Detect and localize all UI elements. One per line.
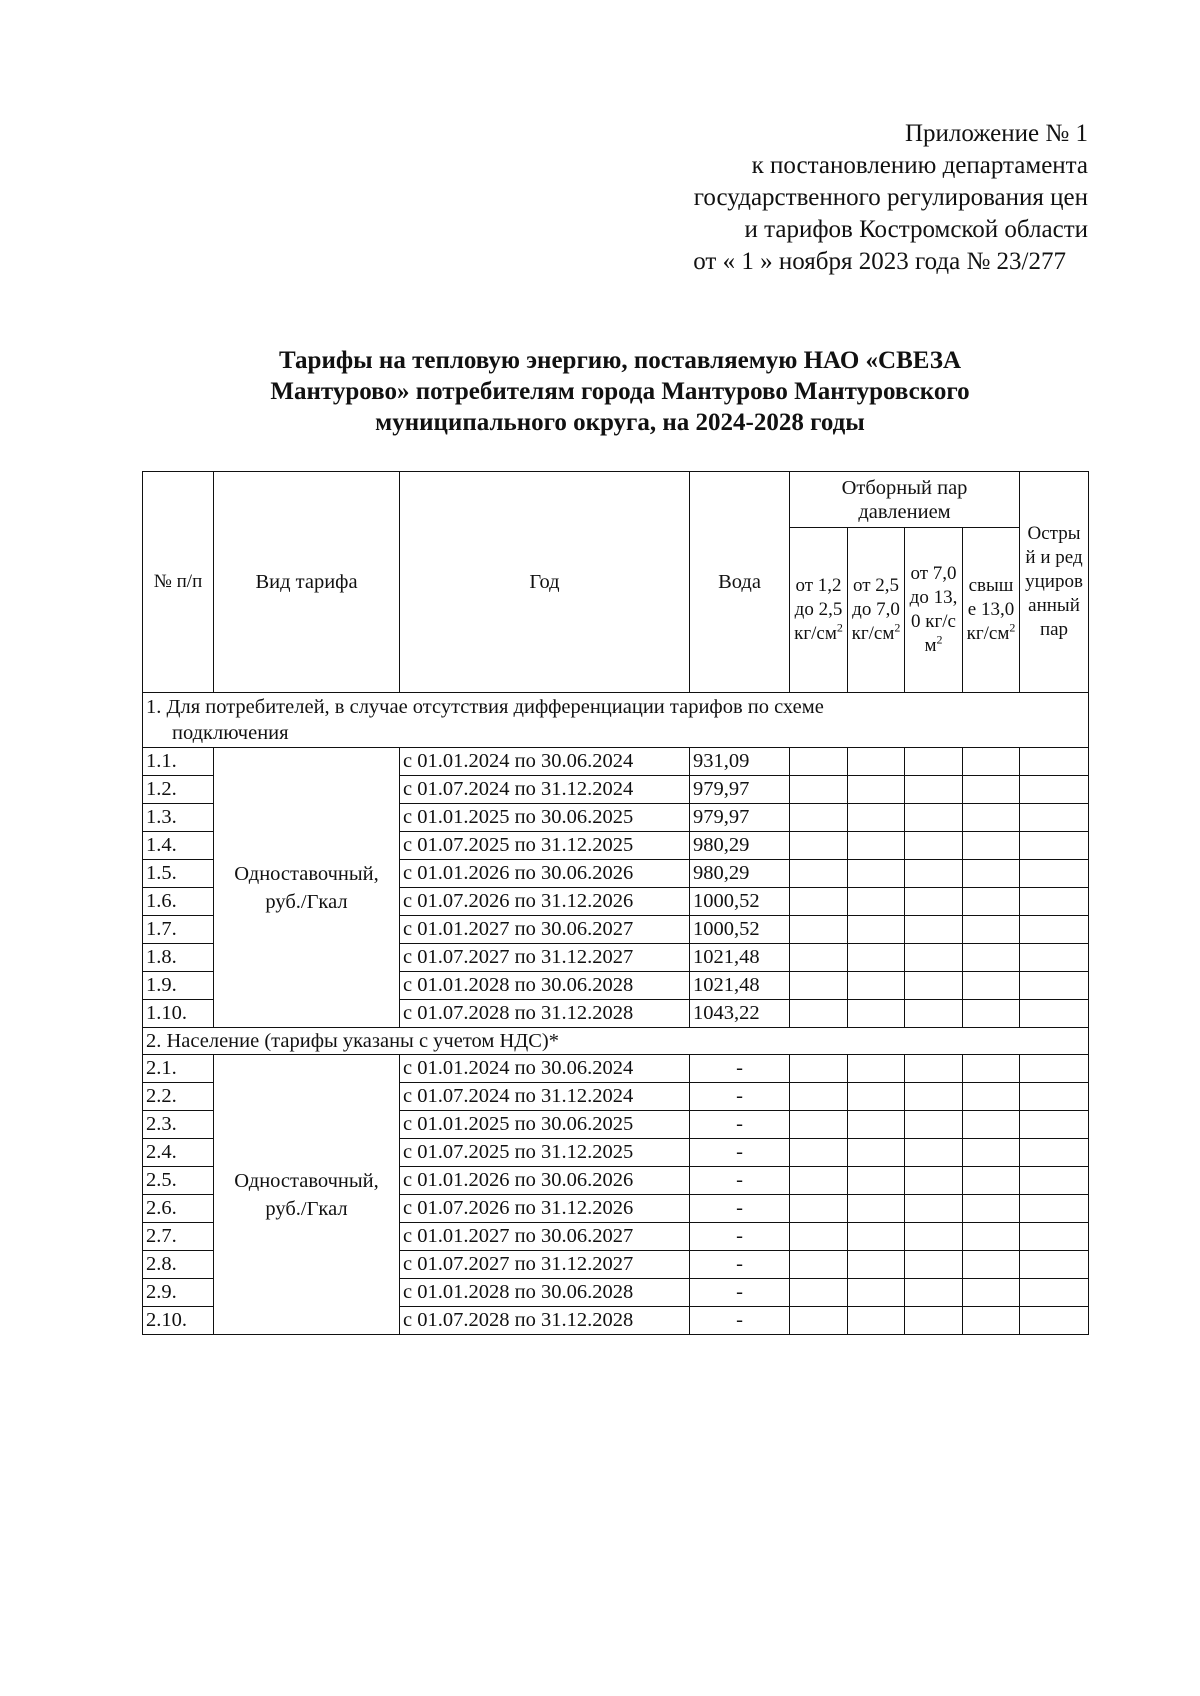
- empty-cell: [1020, 1083, 1089, 1111]
- empty-cell: [905, 1167, 963, 1195]
- row-num: 1.10.: [143, 1000, 214, 1028]
- empty-cell: [790, 1083, 848, 1111]
- title-line: муниципального округа, на 2024-2028 годы: [375, 409, 865, 436]
- empty-cell: [790, 1307, 848, 1335]
- row-water: 1000,52: [690, 888, 790, 916]
- empty-cell: [848, 1000, 905, 1028]
- empty-cell: [963, 1223, 1020, 1251]
- row-period: с 01.01.2028 по 30.06.2028: [400, 1279, 690, 1307]
- section-label-line: 1. Для потребителей, в случае отсутствия дифференциации тарифов по схеме: [146, 696, 824, 718]
- sup: 2: [894, 620, 901, 635]
- row-num: 2.6.: [143, 1195, 214, 1223]
- row-period: с 01.07.2028 по 31.12.2028: [400, 1000, 690, 1028]
- header-kind: Вид тарифа: [214, 472, 400, 693]
- empty-cell: [848, 1083, 905, 1111]
- header-steam-4-text: свыше 13,0 кг/см: [966, 575, 1015, 644]
- empty-cell: [1020, 804, 1089, 832]
- row-num: 1.2.: [143, 776, 214, 804]
- row-water: 1021,48: [690, 944, 790, 972]
- empty-cell: [848, 1251, 905, 1279]
- tariff-table: [142, 471, 1089, 1335]
- empty-cell: [963, 1000, 1020, 1028]
- row-period: с 01.07.2027 по 31.12.2027: [400, 1251, 690, 1279]
- empty-cell: [790, 776, 848, 804]
- empty-cell: [963, 888, 1020, 916]
- empty-cell: [963, 916, 1020, 944]
- row-num: 2.10.: [143, 1307, 214, 1335]
- empty-cell: [790, 1279, 848, 1307]
- row-num: 1.1.: [143, 748, 214, 776]
- empty-cell: [848, 1055, 905, 1083]
- tariff-kind: [214, 1055, 400, 1335]
- empty-cell: [905, 1111, 963, 1139]
- row-water: 979,97: [690, 776, 790, 804]
- empty-cell: [848, 888, 905, 916]
- row-period: с 01.01.2025 по 30.06.2025: [400, 1111, 690, 1139]
- empty-cell: [963, 1307, 1020, 1335]
- empty-cell: [905, 860, 963, 888]
- appendix-line: и тарифов Костромской области: [744, 216, 1088, 243]
- sup: 2: [836, 620, 843, 635]
- row-water: -: [690, 1083, 790, 1111]
- tariff-kind-label: Одноставочный,: [234, 1169, 379, 1192]
- row-period: с 01.01.2026 по 30.06.2026: [400, 860, 690, 888]
- empty-cell: [963, 1139, 1020, 1167]
- table-row: [143, 748, 1089, 776]
- empty-cell: [848, 972, 905, 1000]
- row-period: с 01.07.2027 по 31.12.2027: [400, 944, 690, 972]
- empty-cell: [905, 832, 963, 860]
- empty-cell: [905, 804, 963, 832]
- empty-cell: [963, 972, 1020, 1000]
- row-num: 2.3.: [143, 1111, 214, 1139]
- row-num: 1.3.: [143, 804, 214, 832]
- row-num: 2.5.: [143, 1167, 214, 1195]
- row-water: 980,29: [690, 860, 790, 888]
- row-num: 2.7.: [143, 1223, 214, 1251]
- row-period: с 01.07.2024 по 31.12.2024: [400, 776, 690, 804]
- section-row-1: [143, 693, 1089, 748]
- header-steam-1-text: от 1,2 до 2,5 кг/см: [794, 575, 843, 644]
- empty-cell: [848, 804, 905, 832]
- empty-cell: [905, 972, 963, 1000]
- empty-cell: [905, 1139, 963, 1167]
- empty-cell: [790, 916, 848, 944]
- empty-cell: [963, 1055, 1020, 1083]
- header-steam-3-text: от 7,0 до 13,0 кг/см: [909, 563, 958, 656]
- empty-cell: [848, 860, 905, 888]
- empty-cell: [905, 1279, 963, 1307]
- row-period: с 01.07.2026 по 31.12.2026: [400, 1195, 690, 1223]
- empty-cell: [1020, 1307, 1089, 1335]
- section-label-line: подключения: [172, 722, 289, 744]
- empty-cell: [1020, 944, 1089, 972]
- empty-cell: [963, 1083, 1020, 1111]
- empty-cell: [1020, 916, 1089, 944]
- row-water: 1021,48: [690, 972, 790, 1000]
- empty-cell: [848, 1167, 905, 1195]
- empty-cell: [905, 888, 963, 916]
- empty-cell: [1020, 888, 1089, 916]
- empty-cell: [790, 972, 848, 1000]
- row-water: -: [690, 1251, 790, 1279]
- empty-cell: [848, 1279, 905, 1307]
- row-num: 1.9.: [143, 972, 214, 1000]
- empty-cell: [905, 1223, 963, 1251]
- empty-cell: [963, 804, 1020, 832]
- row-period: с 01.07.2025 по 31.12.2025: [400, 832, 690, 860]
- empty-cell: [963, 944, 1020, 972]
- row-num: 1.8.: [143, 944, 214, 972]
- empty-cell: [963, 748, 1020, 776]
- row-num: 2.1.: [143, 1055, 214, 1083]
- empty-cell: [848, 1307, 905, 1335]
- empty-cell: [790, 860, 848, 888]
- sup: 2: [1009, 620, 1016, 635]
- header-steam-2-text: от 2,5 до 7,0 кг/см: [851, 575, 900, 644]
- tariff-kind-unit: руб./Гкал: [265, 890, 348, 913]
- appendix-line: к постановлению департамента: [751, 152, 1088, 179]
- empty-cell: [790, 1251, 848, 1279]
- empty-cell: [790, 748, 848, 776]
- row-water: 931,09: [690, 748, 790, 776]
- row-period: с 01.01.2025 по 30.06.2025: [400, 804, 690, 832]
- empty-cell: [848, 832, 905, 860]
- header-sharp-steam: Острый и редуцированный пар: [1020, 472, 1089, 693]
- row-period: с 01.01.2024 по 30.06.2024: [400, 1055, 690, 1083]
- appendix-header: [693, 118, 1088, 278]
- row-period: с 01.01.2026 по 30.06.2026: [400, 1167, 690, 1195]
- row-water: -: [690, 1055, 790, 1083]
- row-num: 1.6.: [143, 888, 214, 916]
- row-period: с 01.01.2028 по 30.06.2028: [400, 972, 690, 1000]
- empty-cell: [1020, 1055, 1089, 1083]
- row-num: 2.9.: [143, 1279, 214, 1307]
- empty-cell: [963, 1251, 1020, 1279]
- empty-cell: [1020, 1223, 1089, 1251]
- empty-cell: [848, 1195, 905, 1223]
- row-water: -: [690, 1223, 790, 1251]
- tariff-kind-unit: руб./Гкал: [265, 1197, 348, 1220]
- row-num: 1.4.: [143, 832, 214, 860]
- sup: 2: [936, 632, 943, 647]
- empty-cell: [848, 1223, 905, 1251]
- appendix-line: Приложение № 1: [904, 120, 1088, 147]
- title-line: Мантурово» потребителям города Мантурово Мантуровского: [270, 378, 970, 405]
- empty-cell: [905, 944, 963, 972]
- row-period: с 01.07.2025 по 31.12.2025: [400, 1139, 690, 1167]
- row-num: 2.2.: [143, 1083, 214, 1111]
- empty-cell: [905, 1307, 963, 1335]
- row-water: -: [690, 1111, 790, 1139]
- row-period: с 01.01.2027 по 30.06.2027: [400, 1223, 690, 1251]
- row-period: с 01.07.2028 по 31.12.2028: [400, 1307, 690, 1335]
- appendix-line-decree: от « 1 » ноября 2023 года № 23/277: [693, 248, 1066, 275]
- header-water: Вода: [690, 472, 790, 693]
- empty-cell: [1020, 1139, 1089, 1167]
- empty-cell: [963, 832, 1020, 860]
- empty-cell: [790, 1111, 848, 1139]
- row-num: 1.7.: [143, 916, 214, 944]
- row-period: с 01.07.2024 по 31.12.2024: [400, 1083, 690, 1111]
- empty-cell: [848, 748, 905, 776]
- row-water: 979,97: [690, 804, 790, 832]
- empty-cell: [905, 1000, 963, 1028]
- row-period: с 01.07.2026 по 31.12.2026: [400, 888, 690, 916]
- empty-cell: [1020, 860, 1089, 888]
- header-year: Год: [400, 472, 690, 693]
- empty-cell: [905, 1195, 963, 1223]
- empty-cell: [790, 1139, 848, 1167]
- empty-cell: [1020, 1000, 1089, 1028]
- header-num: № п/п: [143, 472, 214, 693]
- empty-cell: [1020, 1195, 1089, 1223]
- row-water: -: [690, 1307, 790, 1335]
- empty-cell: [905, 1083, 963, 1111]
- tariff-kind-label: Одноставочный,: [234, 862, 379, 885]
- empty-cell: [905, 748, 963, 776]
- empty-cell: [963, 1167, 1020, 1195]
- empty-cell: [905, 1251, 963, 1279]
- title-line: Тарифы на тепловую энергию, поставляемую НАО «СВЕЗА: [278, 347, 962, 374]
- empty-cell: [1020, 1251, 1089, 1279]
- empty-cell: [963, 1279, 1020, 1307]
- empty-cell: [790, 1167, 848, 1195]
- tariff-kind: [214, 748, 400, 1028]
- section-label: [143, 693, 1089, 748]
- empty-cell: [1020, 748, 1089, 776]
- table-row: [143, 1055, 1089, 1083]
- empty-cell: [963, 1195, 1020, 1223]
- document-title: [150, 345, 1090, 438]
- empty-cell: [963, 860, 1020, 888]
- row-water: 1000,52: [690, 916, 790, 944]
- row-water: -: [690, 1279, 790, 1307]
- row-water: 980,29: [690, 832, 790, 860]
- empty-cell: [848, 944, 905, 972]
- header-steam-4: [963, 528, 1020, 693]
- row-period: с 01.01.2024 по 30.06.2024: [400, 748, 690, 776]
- empty-cell: [905, 776, 963, 804]
- empty-cell: [790, 832, 848, 860]
- section-row-2: [143, 1028, 1089, 1055]
- header-steam-group: Отборный пар давлением: [790, 472, 1020, 528]
- empty-cell: [1020, 972, 1089, 1000]
- empty-cell: [790, 888, 848, 916]
- empty-cell: [848, 916, 905, 944]
- row-num: 1.5.: [143, 860, 214, 888]
- empty-cell: [963, 1111, 1020, 1139]
- row-period: с 01.01.2027 по 30.06.2027: [400, 916, 690, 944]
- row-water: -: [690, 1195, 790, 1223]
- empty-cell: [848, 1139, 905, 1167]
- header-steam-3: [905, 528, 963, 693]
- empty-cell: [1020, 1167, 1089, 1195]
- header-steam-1: [790, 528, 848, 693]
- empty-cell: [1020, 832, 1089, 860]
- empty-cell: [905, 916, 963, 944]
- empty-cell: [1020, 776, 1089, 804]
- empty-cell: [848, 1111, 905, 1139]
- empty-cell: [790, 1055, 848, 1083]
- row-water: -: [690, 1139, 790, 1167]
- empty-cell: [790, 804, 848, 832]
- empty-cell: [790, 1223, 848, 1251]
- row-num: 2.8.: [143, 1251, 214, 1279]
- row-num: 2.4.: [143, 1139, 214, 1167]
- empty-cell: [790, 944, 848, 972]
- appendix-line: государственного регулирования цен: [693, 184, 1088, 211]
- row-water: -: [690, 1167, 790, 1195]
- empty-cell: [848, 776, 905, 804]
- empty-cell: [1020, 1279, 1089, 1307]
- empty-cell: [963, 776, 1020, 804]
- header-steam-2: [848, 528, 905, 693]
- empty-cell: [905, 1055, 963, 1083]
- empty-cell: [790, 1195, 848, 1223]
- section-label: 2. Население (тарифы указаны с учетом НДС)*: [143, 1028, 1089, 1055]
- row-water: 1043,22: [690, 1000, 790, 1028]
- empty-cell: [790, 1000, 848, 1028]
- empty-cell: [1020, 1111, 1089, 1139]
